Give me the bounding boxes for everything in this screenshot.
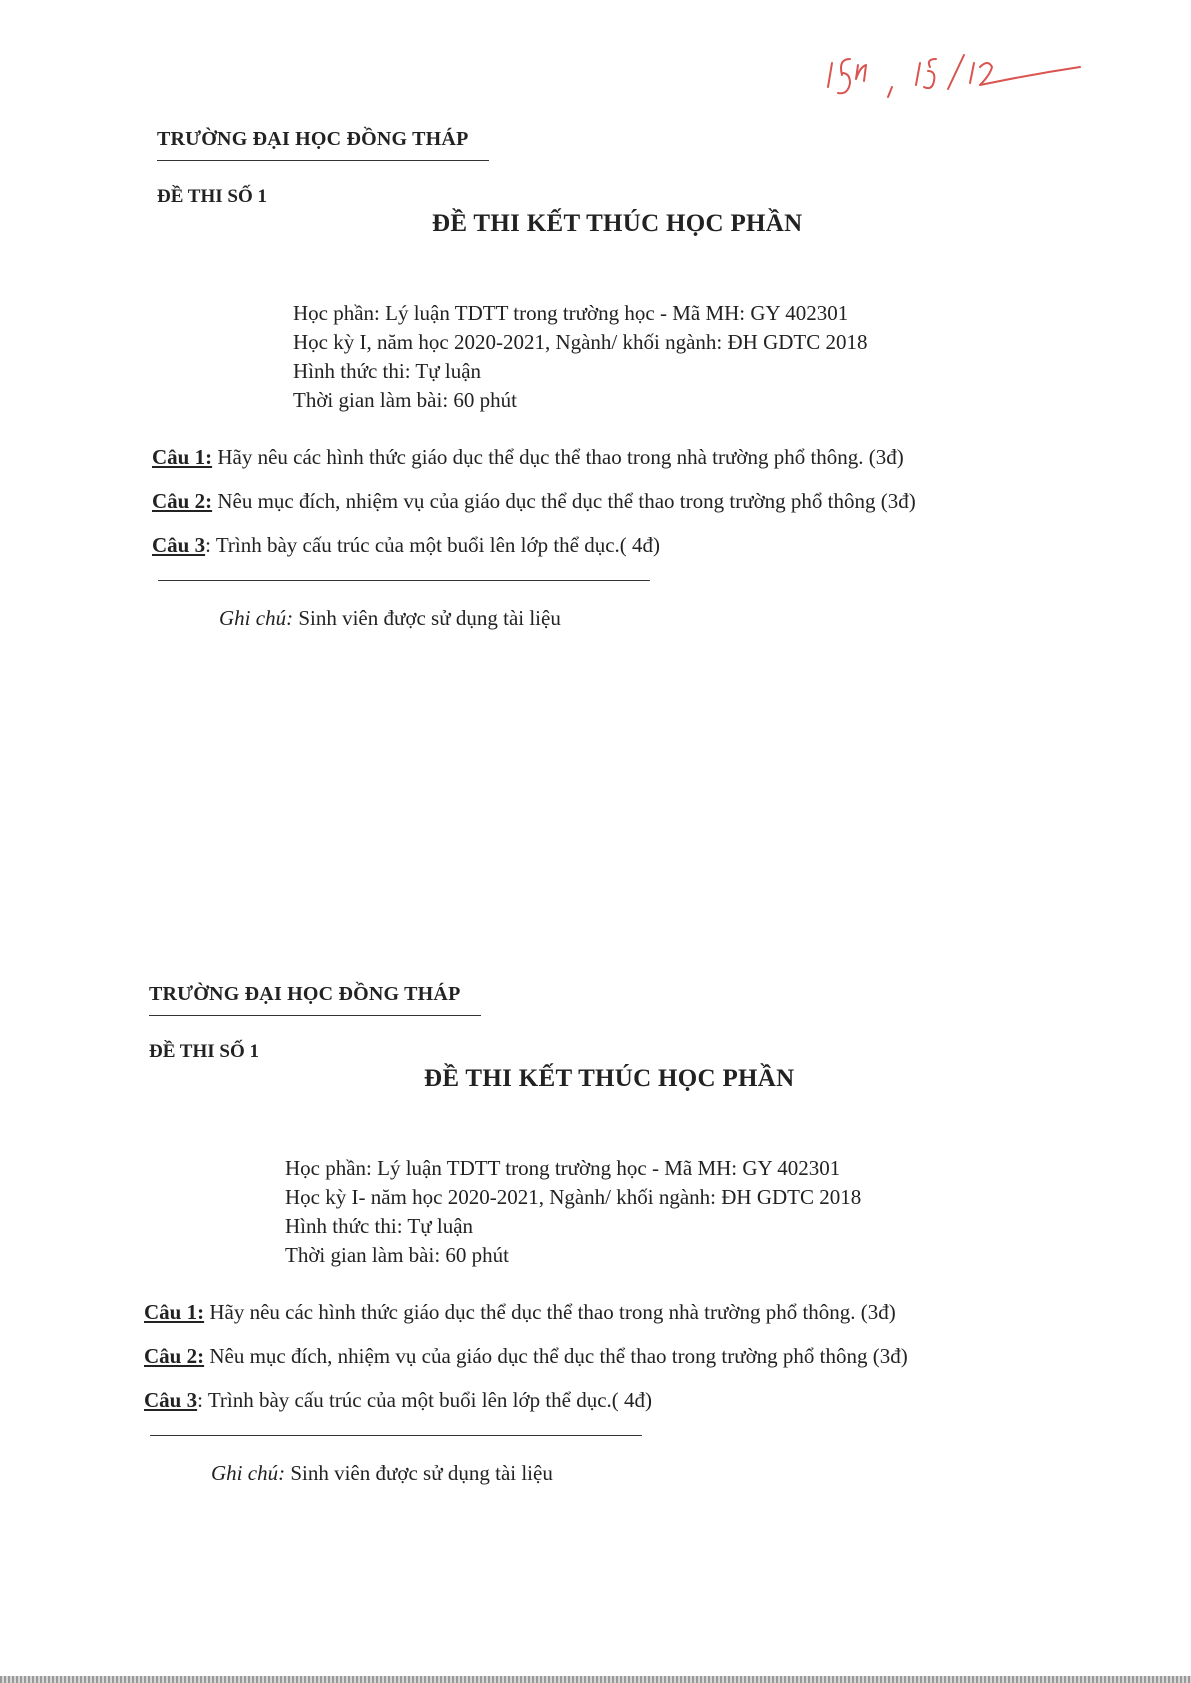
question-3 — [152, 531, 916, 575]
section-divider — [158, 580, 650, 581]
exam-meta — [293, 299, 868, 415]
handwritten-date-note — [820, 45, 1120, 115]
question-text: Hãy nêu các hình thức giáo dục thể dục thể thao trong nhà trường phổ thông. (3đ) — [204, 1300, 896, 1324]
question-list — [152, 443, 916, 575]
school-name: TRƯỜNG ĐẠI HỌC ĐỒNG THÁP — [149, 983, 461, 1005]
question-text: Hãy nêu các hình thức giáo dục thể dục thể thao trong nhà trường phổ thông. (3đ) — [212, 445, 904, 469]
question-2 — [152, 487, 916, 531]
question-label: Câu 2: — [144, 1344, 205, 1368]
school-underline — [157, 160, 489, 161]
meta-duration: Thời gian làm bài: 60 phút — [293, 388, 517, 412]
question-list — [144, 1298, 908, 1430]
section-divider — [150, 1435, 642, 1436]
question-text: Nêu mục đích, nhiệm vụ của giáo dục thể dục thể thao trong trường phổ thông (3đ) — [204, 1344, 908, 1368]
school-underline — [149, 1015, 481, 1016]
question-3 — [144, 1386, 908, 1430]
meta-semester: Học kỳ I- năm học 2020-2021, Ngành/ khối ngành: ĐH GDTC 2018 — [285, 1185, 862, 1209]
exam-title: ĐỀ THI KẾT THÚC HỌC PHẦN — [424, 1065, 795, 1092]
question-2 — [144, 1342, 908, 1386]
exam-number: ĐỀ THI SỐ 1 — [157, 186, 267, 207]
question-label: Câu 1: — [152, 445, 213, 469]
exam-note — [211, 1461, 553, 1486]
note-text: Sinh viên được sử dụng tài liệu — [293, 606, 561, 630]
question-1 — [152, 443, 916, 487]
meta-semester: Học kỳ I, năm học 2020-2021, Ngành/ khối ngành: ĐH GDTC 2018 — [293, 330, 868, 354]
note-text: Sinh viên được sử dụng tài liệu — [285, 1461, 553, 1485]
question-1 — [144, 1298, 908, 1342]
exam-title: ĐỀ THI KẾT THÚC HỌC PHẦN — [432, 210, 803, 237]
handwritten-note-graphic — [820, 45, 1120, 115]
meta-format: Hình thức thi: Tự luận — [285, 1214, 474, 1238]
exam-meta — [285, 1154, 861, 1270]
note-label: Ghi chú: — [219, 606, 294, 630]
question-text: Nêu mục đích, nhiệm vụ của giáo dục thể dục thể thao trong trường phổ thông (3đ) — [212, 489, 916, 513]
question-label: Câu 2: — [152, 489, 213, 513]
meta-duration: Thời gian làm bài: 60 phút — [285, 1243, 509, 1267]
question-label: Câu 3 — [152, 533, 206, 557]
school-name: TRƯỜNG ĐẠI HỌC ĐỒNG THÁP — [157, 128, 469, 150]
meta-format: Hình thức thi: Tự luận — [293, 359, 482, 383]
meta-course: Học phần: Lý luận TDTT trong trường học - Mã MH: GY 402301 — [285, 1156, 841, 1180]
scan-edge — [0, 1676, 1191, 1683]
question-text: : Trình bày cấu trúc của một buổi lên lớp thể dục.( 4đ) — [197, 1388, 653, 1412]
exam-number: ĐỀ THI SỐ 1 — [149, 1041, 259, 1062]
exam-note — [219, 606, 561, 631]
note-label: Ghi chú: — [211, 1461, 286, 1485]
meta-course: Học phần: Lý luận TDTT trong trường học - Mã MH: GY 402301 — [293, 301, 849, 325]
question-label: Câu 1: — [144, 1300, 205, 1324]
question-label: Câu 3 — [144, 1388, 198, 1412]
question-text: : Trình bày cấu trúc của một buổi lên lớp thể dục.( 4đ) — [205, 533, 661, 557]
